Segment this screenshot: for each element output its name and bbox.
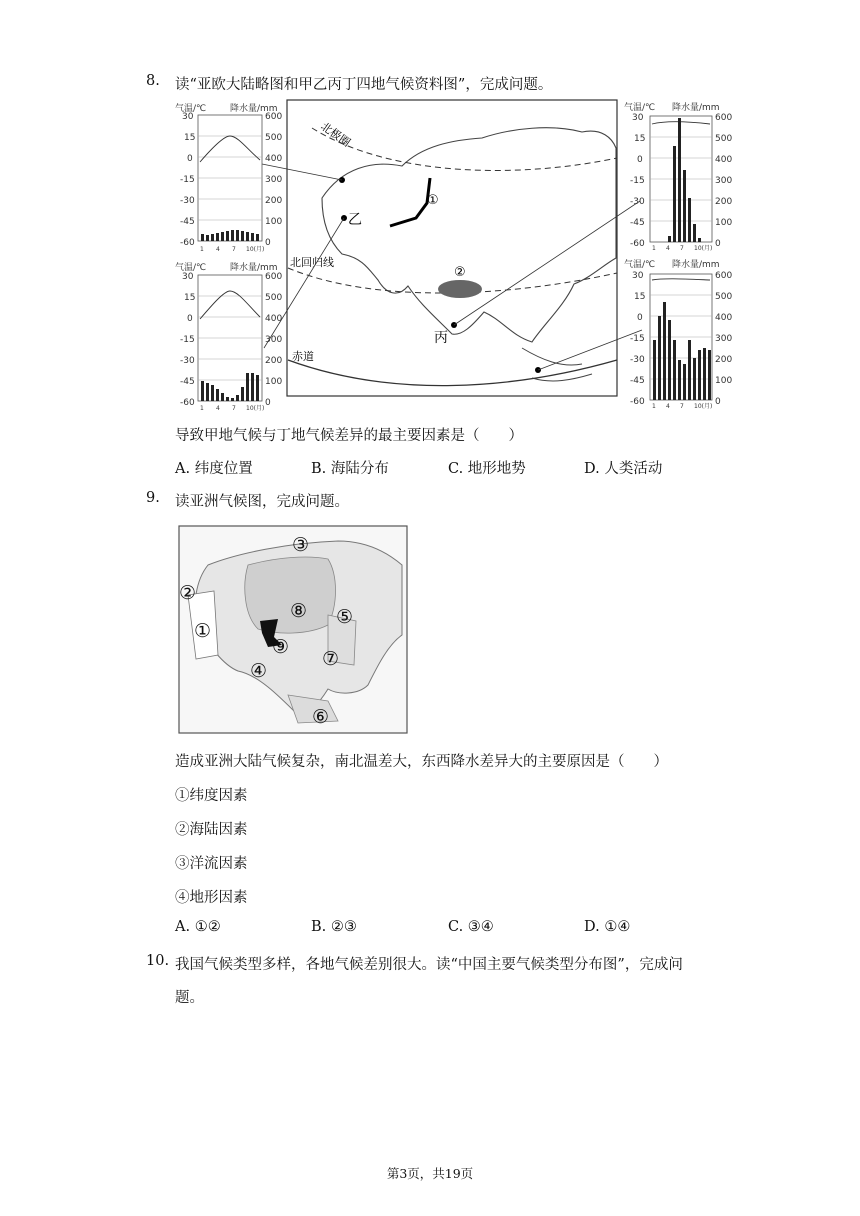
svg-text:15: 15: [184, 133, 196, 143]
q9-option-a[interactable]: A. ①②: [175, 919, 221, 935]
svg-text:30: 30: [632, 271, 644, 281]
svg-text:15: 15: [634, 292, 646, 302]
svg-text:100: 100: [265, 217, 283, 227]
svg-text:200: 200: [265, 356, 283, 366]
bing-label: 丙: [434, 330, 448, 346]
svg-text:降水量/mm: 降水量/mm: [230, 263, 278, 273]
q9-asia-climate-map: [178, 525, 408, 735]
svg-text:100: 100: [715, 218, 733, 228]
asia-region-9: ⑨: [272, 636, 290, 658]
svg-text:4: 4: [666, 403, 670, 410]
svg-text:200: 200: [715, 355, 733, 365]
svg-text:10(月): 10(月): [246, 405, 265, 412]
svg-text:4: 4: [216, 405, 220, 412]
tropic-label: 北回归线: [290, 256, 334, 269]
circle1-label: ①: [427, 193, 439, 208]
page-footer: 第3页，共19页: [386, 1166, 474, 1181]
svg-text:1: 1: [200, 246, 204, 253]
svg-text:0: 0: [715, 239, 721, 249]
svg-text:7: 7: [680, 245, 684, 252]
svg-text:-60: -60: [180, 398, 195, 408]
climate-chart-left-top: [175, 102, 282, 253]
q8-question: 导致甲地气候与丁地气候差异的最主要因素是（ ）: [175, 428, 523, 444]
svg-text:400: 400: [265, 154, 283, 164]
yi-label: 乙: [348, 212, 362, 228]
svg-text:7: 7: [232, 405, 236, 412]
svg-text:降水量/mm: 降水量/mm: [672, 260, 720, 270]
svg-text:-15: -15: [180, 335, 195, 345]
arctic-circle-label: 北极圈: [318, 119, 353, 150]
svg-text:500: 500: [265, 133, 283, 143]
svg-text:10(月): 10(月): [246, 246, 265, 253]
svg-text:30: 30: [182, 112, 194, 122]
svg-text:10(月): 10(月): [694, 245, 713, 252]
svg-text:300: 300: [265, 335, 283, 345]
q9-item-2: ②海陆因素: [175, 822, 248, 838]
svg-text:500: 500: [265, 293, 283, 303]
q9-option-b[interactable]: B. ②③: [311, 919, 357, 935]
svg-text:气温/℃: 气温/℃: [624, 260, 656, 270]
svg-text:7: 7: [680, 403, 684, 410]
svg-text:-60: -60: [630, 239, 645, 249]
svg-text:1: 1: [652, 245, 656, 252]
svg-text:400: 400: [715, 313, 733, 323]
svg-text:500: 500: [715, 292, 733, 302]
asia-region-4: ④: [250, 660, 268, 682]
q9-prompt: 读亚洲气候图，完成问题。: [175, 494, 349, 510]
svg-text:气温/℃: 气温/℃: [624, 103, 656, 113]
svg-text:10(月): 10(月): [694, 403, 713, 410]
climate-chart-right-bottom: [624, 258, 732, 410]
svg-text:4: 4: [216, 246, 220, 253]
svg-text:15: 15: [634, 134, 646, 144]
svg-text:0: 0: [715, 397, 721, 407]
asia-region-8: ⑧: [290, 600, 308, 622]
svg-text:600: 600: [715, 271, 733, 281]
q8-option-b[interactable]: B. 海陆分布: [311, 461, 389, 477]
svg-text:30: 30: [182, 272, 194, 282]
svg-text:-15: -15: [180, 175, 195, 185]
svg-text:-60: -60: [630, 397, 645, 407]
svg-text:-45: -45: [630, 218, 645, 228]
q9-item-4: ④地形因素: [175, 890, 248, 906]
svg-text:0: 0: [637, 155, 643, 165]
q10-text-line2: 题。: [175, 990, 204, 1006]
asia-region-7: ⑦: [322, 648, 340, 670]
svg-text:400: 400: [265, 314, 283, 324]
svg-text:0: 0: [187, 154, 193, 164]
svg-text:7: 7: [232, 246, 236, 253]
svg-text:500: 500: [715, 134, 733, 144]
q8-option-d[interactable]: D. 人类活动: [584, 461, 663, 477]
svg-text:-15: -15: [630, 176, 645, 186]
svg-text:0: 0: [187, 314, 193, 324]
q8-number: 8.: [146, 73, 160, 89]
q9-item-1: ①纬度因素: [175, 788, 248, 804]
climate-chart-left-bottom: [175, 261, 282, 412]
q9-number: 9.: [146, 490, 160, 506]
svg-text:-30: -30: [180, 356, 195, 366]
svg-text:气温/℃: 气温/℃: [175, 104, 207, 114]
svg-text:1: 1: [200, 405, 204, 412]
svg-text:30: 30: [632, 113, 644, 123]
svg-text:300: 300: [715, 334, 733, 344]
svg-text:600: 600: [265, 272, 283, 282]
svg-text:400: 400: [715, 155, 733, 165]
svg-text:气温/℃: 气温/℃: [175, 263, 207, 273]
svg-text:4: 4: [666, 245, 670, 252]
q9-option-d[interactable]: D. ①④: [584, 919, 631, 935]
q10-number: 10.: [146, 953, 170, 969]
asia-region-1: ①: [194, 620, 212, 642]
svg-text:300: 300: [715, 176, 733, 186]
svg-text:200: 200: [715, 197, 733, 207]
svg-text:600: 600: [715, 113, 733, 123]
svg-text:300: 300: [265, 175, 283, 185]
svg-text:-30: -30: [630, 355, 645, 365]
svg-text:100: 100: [715, 376, 733, 386]
svg-text:0: 0: [265, 398, 271, 408]
svg-text:-45: -45: [180, 377, 195, 387]
q9-item-3: ③洋流因素: [175, 856, 248, 872]
svg-text:-30: -30: [630, 197, 645, 207]
svg-text:-45: -45: [630, 376, 645, 386]
circle2-label: ②: [454, 265, 466, 280]
svg-text:-60: -60: [180, 238, 195, 248]
svg-text:1: 1: [652, 403, 656, 410]
asia-region-3: ③: [292, 534, 310, 556]
svg-text:-45: -45: [180, 217, 195, 227]
q8-option-c[interactable]: C. 地形地势: [448, 461, 526, 477]
svg-text:600: 600: [265, 112, 283, 122]
q9-option-c[interactable]: C. ③④: [448, 919, 494, 935]
q8-option-a[interactable]: A. 纬度位置: [175, 461, 253, 477]
svg-text:-30: -30: [180, 196, 195, 206]
svg-text:15: 15: [184, 293, 196, 303]
svg-text:100: 100: [265, 377, 283, 387]
svg-text:200: 200: [265, 196, 283, 206]
svg-text:0: 0: [637, 313, 643, 323]
climate-chart-right-top: [624, 101, 732, 252]
q8-prompt: 读“亚欧大陆略图和甲乙丙丁四地气候资料图”，完成问题。: [175, 77, 553, 93]
svg-text:0: 0: [265, 238, 271, 248]
asia-region-2: ②: [179, 582, 197, 604]
svg-text:降水量/mm: 降水量/mm: [672, 103, 720, 113]
q10-text-line1: 我国气候类型多样，各地气候差别很大。读“中国主要气候类型分布图”，完成问: [175, 957, 683, 973]
equator-label: 赤道: [292, 350, 314, 363]
svg-text:降水量/mm: 降水量/mm: [230, 104, 278, 114]
q8-figure: [172, 98, 733, 412]
q9-question: 造成亚洲大陆气候复杂，南北温差大，东西降水差异大的主要原因是（ ）: [175, 754, 668, 770]
asia-region-6: ⑥: [312, 706, 330, 728]
svg-text:-15: -15: [630, 334, 645, 344]
asia-region-5: ⑤: [336, 606, 354, 628]
